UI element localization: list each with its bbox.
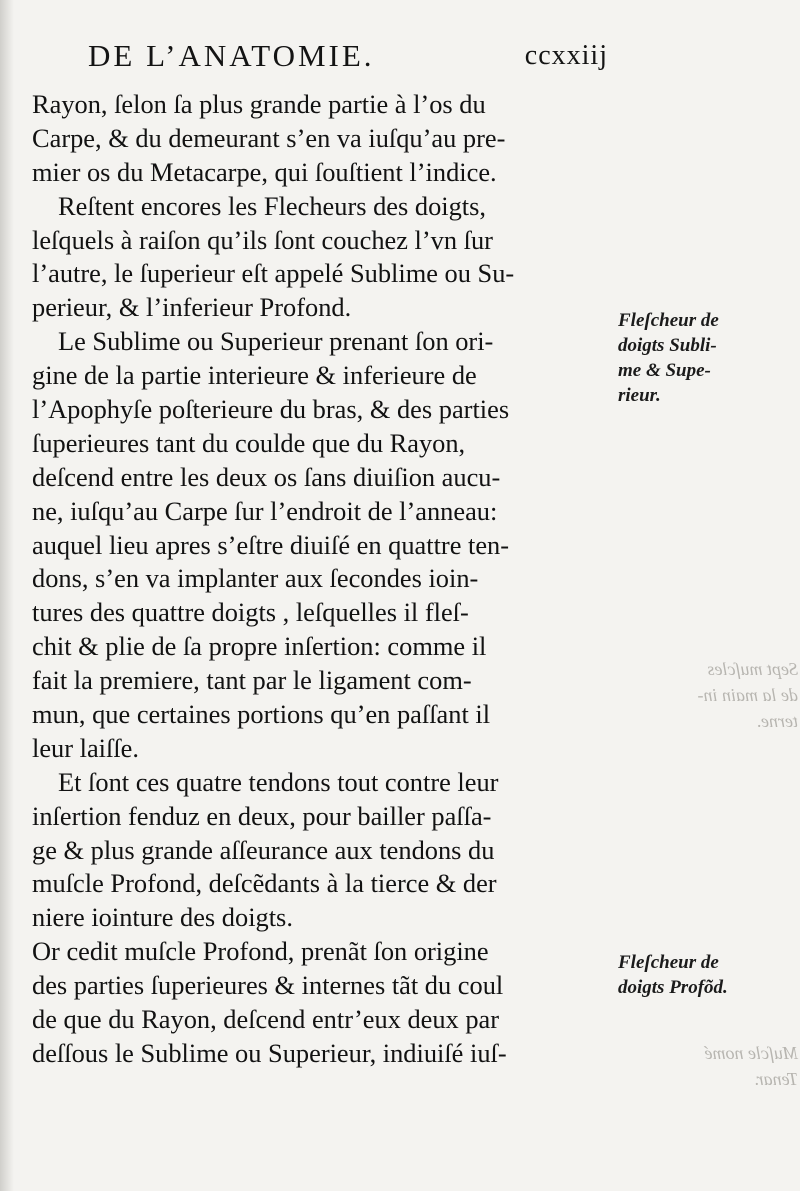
text-line: deſſous le Sublime ou Superieur, indiuiſé iuſ- [32,1037,507,1068]
margin-note-line: doigts Profõd. [618,977,728,998]
text-line: gine de la partie interieure & inferieure de [32,360,477,391]
text-line: ne, iuſqu’au Carpe ſur l’endroit de l’anneau: [32,495,498,526]
text-line: des parties ſuperieures & internes tãt du coul [32,970,504,1001]
page-header [88,38,608,88]
show-through-line: de la main in- [697,685,798,705]
text-line: Or cedit muſcle Profond, prenãt ſon origine [32,936,489,967]
show-through-text-lower [618,1040,798,1092]
show-through-line: Muſcle nomé [704,1043,798,1063]
text-line: niere iointure des doigts. [32,902,293,933]
text-line: Reſtent encores les Flecheurs des doigts, [58,190,487,221]
text-line: mun, que certaines portions qu’en paſſant il [32,699,491,730]
text-line: dons, s’en va implanter aux ſecondes ioin- [32,563,479,594]
text-line: tures des quattre doigts , leſquelles il fleſ- [32,597,469,628]
margin-note-line: rieur. [618,385,661,406]
text-line: l’Apophyſe poſterieure du bras, & des parties [32,394,510,425]
text-line: leur laiſſe. [32,732,139,763]
margin-note-line: Fleſcheur de [618,310,719,331]
text-line: fait la premiere, tant par le ligament com- [32,665,472,696]
show-through-line: terne. [756,711,798,731]
margin-note-sublime [618,308,794,408]
text-line: mier os du Metacarpe, qui ſouſtient l’indice. [32,156,497,187]
show-through-line: Sept muſcles [707,659,798,679]
margin-note-profond [618,950,794,1000]
folio-number: ccxxiij [524,40,608,71]
show-through-line: Tenar. [754,1069,798,1089]
running-title: DE L’ANATOMIE. [88,38,375,73]
text-line: ſuperieures tant du coulde que du Rayon, [32,427,466,458]
text-line: deſcend entre les deux os ſans diuiſion aucu- [32,461,501,492]
text-line: Rayon, ſelon ſa plus grande partie à l’os du [32,89,486,119]
text-line: Carpe, & du demeurant s’en va iuſqu’au pre- [32,122,506,153]
margin-note-line: doigts Subli- [618,335,717,356]
text-line: auquel lieu apres s’eſtre diuiſé en quattre ten- [32,529,510,560]
show-through-text-upper [618,656,798,734]
margin-note-line: Fleſcheur de [618,952,719,973]
text-line: chit & plie de ſa propre inſertion: comme il [32,631,487,662]
text-line: Le Sublime ou Superieur prenant ſon ori- [58,326,494,357]
text-line: Et ſont ces quatre tendons tout contre leur [58,766,499,797]
text-line: muſcle Profond, deſcẽdants à la tierce & der [32,868,497,899]
text-line: ge & plus grande aſſeurance aux tendons du [32,834,495,865]
text-line: de que du Rayon, deſcend entr’eux deux par [32,1004,500,1035]
text-line: l’autre, le ſuperieur eſt appelé Sublime ou Su- [32,258,515,289]
gutter-shadow [0,0,14,1191]
margin-note-line: me & Supe- [618,360,711,381]
text-line: perieur, & l’inferieur Profond. [32,292,352,323]
body-text [32,88,612,1071]
text-line: leſquels à raiſon qu’ils ſont couchez l’vn ſur [32,224,493,255]
text-line: inſertion fenduz en deux, pour bailler paſſa- [32,800,492,831]
